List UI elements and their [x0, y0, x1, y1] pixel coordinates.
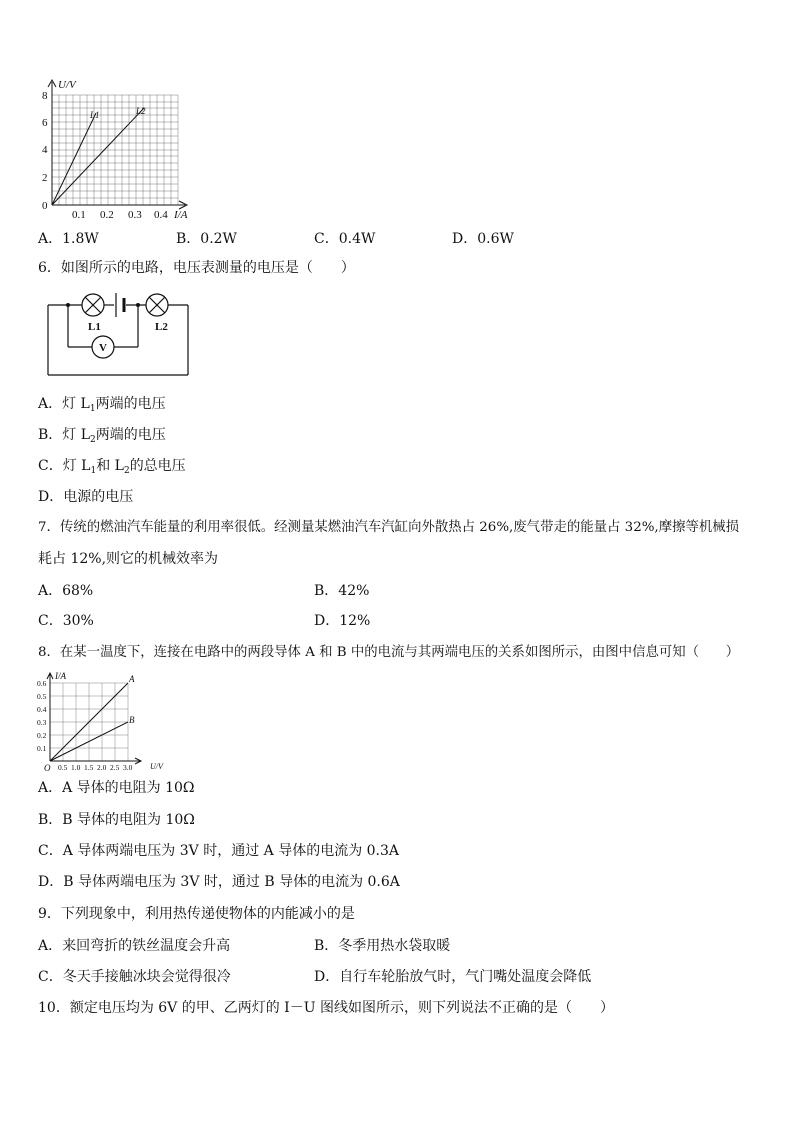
q8-option-c[interactable]: C．A 导体两端电压为 3V 时，通过 A 导体的电流为 0.3A	[38, 843, 400, 859]
q9-options-row2	[38, 966, 590, 986]
lamp-l2-label: L2	[155, 321, 168, 333]
q8-option-d[interactable]: D．B 导体两端电压为 3V 时，通过 B 导体的电流为 0.6A	[38, 874, 400, 890]
grid	[52, 95, 178, 205]
q7-option-d[interactable]: D．12%	[314, 613, 371, 629]
y-tick: 2	[42, 172, 48, 184]
x-tick: 0.2	[100, 209, 114, 221]
voltmeter-label: V	[99, 342, 107, 354]
q9-stem: 9．下列现象中，利用热传递使物体的内能减小的是	[38, 906, 355, 922]
q9-option-a[interactable]: A．来回弯折的铁丝温度会升高	[38, 938, 231, 954]
line-label-B: B	[129, 715, 135, 725]
y-axis-label: U/V	[58, 79, 76, 91]
x-axis-label: I/A	[174, 209, 188, 221]
q8-option-a[interactable]: A．A 导体的电阻为 10Ω	[38, 780, 195, 796]
iu-graph-q8	[30, 670, 170, 775]
q10-stem: 10．额定电压均为 6V 的甲、乙两灯的 I－U 图线如图所示，则下列说法不正确的是（ ）	[38, 1000, 614, 1016]
y-tick: 0.6	[37, 679, 47, 688]
q7-stem-line2: 耗占 12%,则它的机械效率为	[38, 551, 219, 567]
q6-option-b[interactable]: B．灯 $L_2$两端的电压	[38, 427, 166, 445]
x-tick: 0.5	[58, 763, 68, 772]
ui-graph-1	[30, 72, 200, 222]
q7-option-a[interactable]: A．68%	[38, 583, 94, 599]
x-tick: 0.1	[72, 209, 86, 221]
y-tick: 8	[42, 90, 48, 102]
q6-option-a[interactable]: A．灯 $L_1$两端的电压	[38, 396, 166, 414]
battery-icon	[116, 293, 124, 317]
y-tick: 0.3	[37, 718, 47, 727]
x-tick: 2.5	[110, 763, 120, 772]
x-tick: 0.3	[128, 209, 142, 221]
axes	[48, 80, 187, 209]
y-axis-label: I/A	[55, 671, 66, 681]
q6-option-c[interactable]: C．灯 $L_1$和 $L_2$的总电压	[38, 458, 186, 476]
x-tick: 1.5	[84, 763, 94, 772]
y-tick: 6	[42, 117, 48, 129]
q9-option-c[interactable]: C．冬天手接触冰块会觉得很冷	[38, 969, 231, 985]
q7-options-row1	[38, 580, 590, 600]
y-tick: 0.4	[37, 705, 47, 714]
q5-option-c[interactable]: C．0.4W	[314, 231, 376, 247]
q8-option-b[interactable]: B．B 导体的电阻为 10Ω	[38, 812, 195, 828]
y-tick: 0	[42, 200, 48, 212]
y-tick: 0.2	[37, 731, 47, 740]
x-tick: 2.0	[97, 763, 107, 772]
q8-stem: 8．在某一温度下，连接在电路中的两段导体 A 和 B 中的电流与其两端电压的关系如图所示，由图中信息可知（ ）	[38, 645, 740, 660]
x-axis-label: U/V	[150, 762, 163, 771]
q5-option-d[interactable]: D．0.6W	[452, 231, 514, 247]
x-tick: 0.4	[154, 209, 168, 221]
x-tick: 3.0	[123, 763, 133, 772]
line-label-A: A	[129, 674, 135, 684]
q7-option-c[interactable]: C．30%	[38, 613, 94, 629]
q5-options	[38, 228, 590, 248]
line-label-L2: L2	[136, 106, 146, 116]
y-tick: 0.1	[37, 744, 47, 753]
q5-option-a[interactable]: A．1.8W	[38, 231, 99, 247]
origin-label: O	[44, 763, 51, 773]
q9-options-row1	[38, 935, 590, 955]
q7-option-b[interactable]: B．42%	[314, 583, 370, 599]
q9-option-d[interactable]: D．自行车轮胎放气时，气门嘴处温度会降低	[314, 969, 592, 985]
lamp-l1-label: L1	[88, 321, 101, 333]
q5-option-b[interactable]: B．0.2W	[176, 231, 237, 247]
y-tick: 4	[42, 144, 48, 156]
q7-options-row2	[38, 610, 590, 630]
x-tick: 1.0	[71, 763, 81, 772]
q7-stem-line1: 7．传统的燃油汽车能量的利用率很低。经测量某燃油汽车汽缸向外散热占 26%,废气带走的能量占 32%,摩擦等机械损	[38, 520, 740, 535]
line-label-L1: L1	[90, 110, 100, 120]
q6-stem: 6．如图所示的电路，电压表测量的电压是（ ）	[38, 260, 355, 276]
circuit-diagram	[40, 285, 195, 380]
q9-option-b[interactable]: B．冬季用热水袋取暖	[314, 938, 451, 954]
q6-option-d[interactable]: D．电源的电压	[38, 489, 134, 505]
y-tick: 0.5	[37, 692, 47, 701]
